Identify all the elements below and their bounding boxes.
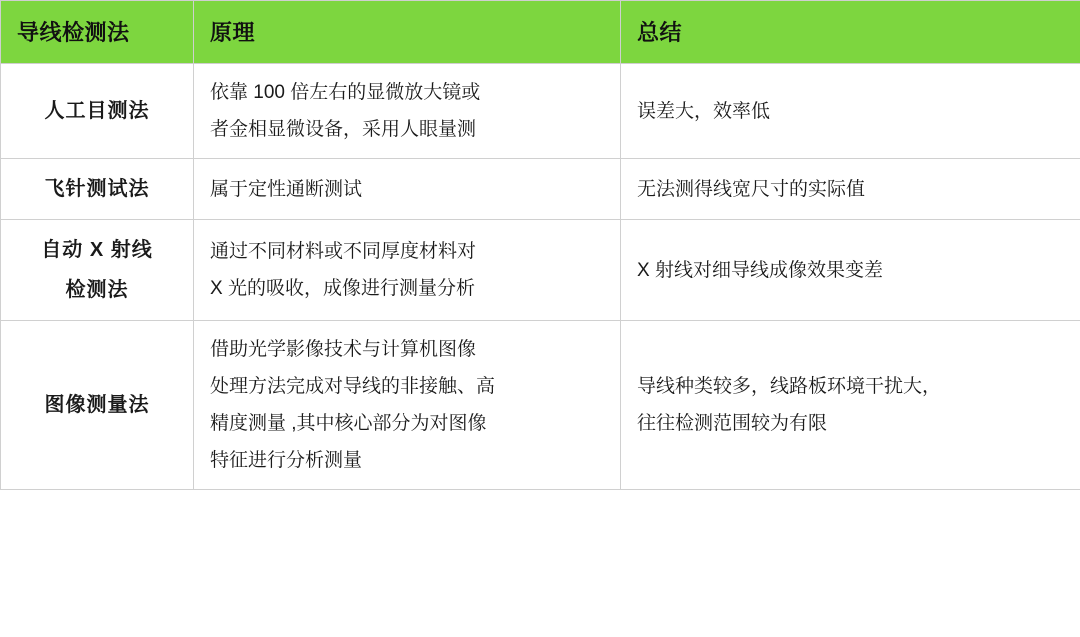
cell-method: 人工目测法 bbox=[1, 64, 194, 159]
cell-text-line: 误差大，效率低 bbox=[637, 100, 771, 122]
table-row bbox=[1, 64, 1080, 159]
cell-summary bbox=[621, 321, 1080, 490]
table-row bbox=[1, 220, 1080, 321]
cell-text-line: 属于定性通断测试 bbox=[210, 178, 363, 200]
cell-principle bbox=[194, 220, 621, 321]
cell-text-line: 通过不同材料或不同厚度材料对 bbox=[210, 241, 477, 263]
cell-text-line: 往往检测范围较为有限 bbox=[637, 413, 828, 435]
cell-text-line: 检测法 bbox=[65, 279, 129, 302]
cell-method bbox=[1, 220, 194, 321]
table-row bbox=[1, 159, 1080, 220]
cell-method: 飞针测试法 bbox=[1, 159, 194, 220]
cell-text-line: 导线种类较多，线路板环境干扰大， bbox=[637, 376, 942, 398]
column-header-method: 导线检测法 bbox=[1, 1, 194, 64]
cell-summary bbox=[621, 159, 1080, 220]
cell-text-line: 借助光学影像技术与计算机图像 bbox=[210, 339, 477, 361]
cell-text-line: 自动 X 射线 bbox=[41, 239, 153, 262]
cell-text-line: X 射线对细导线成像效果变差 bbox=[637, 259, 883, 281]
table-header-row bbox=[1, 1, 1080, 64]
cell-text-line: 特征进行分析测量 bbox=[210, 450, 363, 472]
cell-principle bbox=[194, 159, 621, 220]
cell-text-line: 无法测得线宽尺寸的实际值 bbox=[637, 178, 866, 200]
cell-method: 图像测量法 bbox=[1, 321, 194, 490]
table-row bbox=[1, 321, 1080, 490]
cell-text-line: 依靠 100 倍左右的显微放大镜或 bbox=[210, 82, 481, 103]
cell-principle bbox=[194, 321, 621, 490]
cell-summary bbox=[621, 220, 1080, 321]
cell-text-line: X 光的吸收，成像进行测量分析 bbox=[210, 278, 475, 300]
cell-summary bbox=[621, 64, 1080, 159]
column-header-summary: 总结 bbox=[621, 1, 1080, 64]
cell-text-line: 处理方法完成对导线的非接触、高 bbox=[210, 376, 496, 398]
cell-text-line: 精度测量 ,其中核心部分为对图像 bbox=[210, 413, 487, 435]
table-body bbox=[1, 64, 1080, 490]
table-header bbox=[1, 1, 1080, 64]
column-header-principle: 原理 bbox=[194, 1, 621, 64]
cell-text-line: 者金相显微设备，采用人眼量测 bbox=[210, 119, 477, 141]
cell-principle bbox=[194, 64, 621, 159]
